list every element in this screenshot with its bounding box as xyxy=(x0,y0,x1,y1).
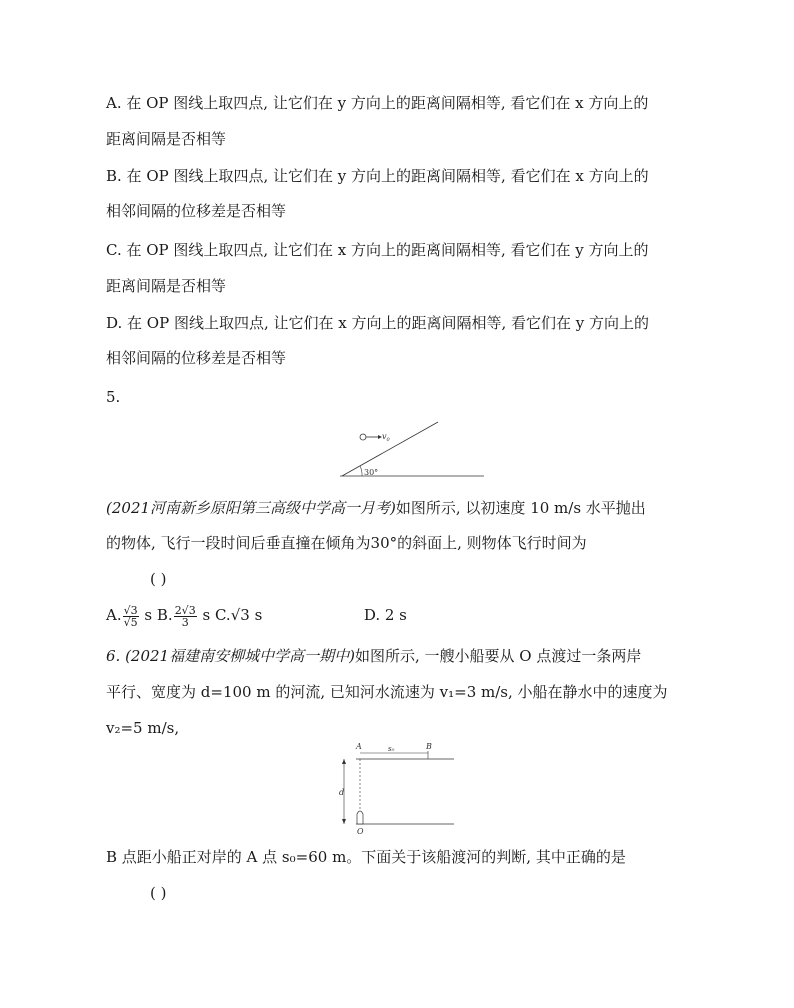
question-5-source: (2021河南新乡原阳第三高级中学高一月考) xyxy=(106,499,396,517)
incline-figure xyxy=(336,418,486,482)
option-5a-unit: s xyxy=(144,606,153,624)
angle-label: 30° xyxy=(364,468,379,477)
option-5b-fraction xyxy=(174,605,197,628)
label-d: d xyxy=(339,788,345,797)
question-6-text-line1 xyxy=(106,646,641,666)
option-4d-line2: 相邻间隔的位移差是否相等 xyxy=(106,349,287,367)
question-6-text-line4: B 点距小船正对岸的 A 点 s₀=60 m。下面关于该船渡河的判断, 其中正确的是 xyxy=(106,848,626,866)
question-6-text1: 如图所示, 一艘小船要从 O 点渡过一条两岸 xyxy=(354,647,642,665)
boat-icon xyxy=(357,811,363,824)
question-6-text-line2: 平行、宽度为 d=100 m 的河流, 已知河水流速为 v₁=3 m/s, 小船在静水中的速度为 xyxy=(106,683,668,701)
option-5d: D. 2 s xyxy=(363,606,407,624)
question-5-text-line2: 的物体, 飞行一段时间后垂直撞在倾角为30°的斜面上, 则物体飞行时间为 xyxy=(106,534,587,552)
question-6-text-line3: v₂=5 m/s, xyxy=(106,719,180,737)
label-O: O xyxy=(357,827,364,836)
option-4c-line1: C. 在 OP 图线上取四点, 让它们在 x 方向上的距离间隔相等, 看它们在 y 方向上的 xyxy=(106,241,649,259)
option-4a-line2: 距离间隔是否相等 xyxy=(106,130,227,148)
option-5b-label: B. xyxy=(156,606,173,624)
velocity-label: $v_0$ xyxy=(382,432,390,443)
option-4a-line1: A. 在 OP 图线上取四点, 让它们在 y 方向上的距离间隔相等, 看它们在 x 方向上的 xyxy=(106,94,649,112)
question-6-source: 6. (2021福建南安柳城中学高一期中) xyxy=(106,647,355,665)
option-4b-line2: 相邻间隔的位移差是否相等 xyxy=(106,202,287,220)
option-4b-line1: B. 在 OP 图线上取四点, 让它们在 y 方向上的距离间隔相等, 看它们在 x 方向上的 xyxy=(106,167,649,185)
option-5a-numerator: √3 xyxy=(123,603,138,617)
label-A: A xyxy=(356,742,362,751)
option-5c-value: √3 xyxy=(230,606,250,624)
label-s0: s₀ xyxy=(388,745,395,753)
ball xyxy=(360,434,366,440)
river-figure xyxy=(330,740,460,836)
option-4d-line1: D. 在 OP 图线上取四点, 让它们在 x 方向上的距离间隔相等, 看它们在 y 方向上的 xyxy=(106,314,650,332)
option-5b-denominator: 3 xyxy=(181,615,189,629)
option-5a-label: A. xyxy=(106,606,122,624)
incline-slope xyxy=(342,422,438,476)
question-6-answer-paren: ( ) xyxy=(150,884,167,902)
question-5-number: 5. xyxy=(106,388,121,406)
option-5b-numerator: 2√3 xyxy=(174,603,196,617)
option-5c-unit: s xyxy=(254,606,263,624)
angle-arc xyxy=(360,466,362,476)
question-5-text1: 如图所示, 以初速度 10 m/s 水平抛出 xyxy=(395,499,646,517)
option-5a-fraction xyxy=(123,605,139,628)
option-4c-line2: 距离间隔是否相等 xyxy=(106,277,227,295)
question-5-text-line1 xyxy=(106,498,646,518)
question-5-answer-paren: ( ) xyxy=(150,570,167,588)
option-5b-unit: s xyxy=(202,606,211,624)
option-5a-denominator: √5 xyxy=(123,615,138,629)
option-5c-label: C. xyxy=(214,606,231,624)
label-B: B xyxy=(426,742,432,751)
question-5-options xyxy=(106,602,407,628)
